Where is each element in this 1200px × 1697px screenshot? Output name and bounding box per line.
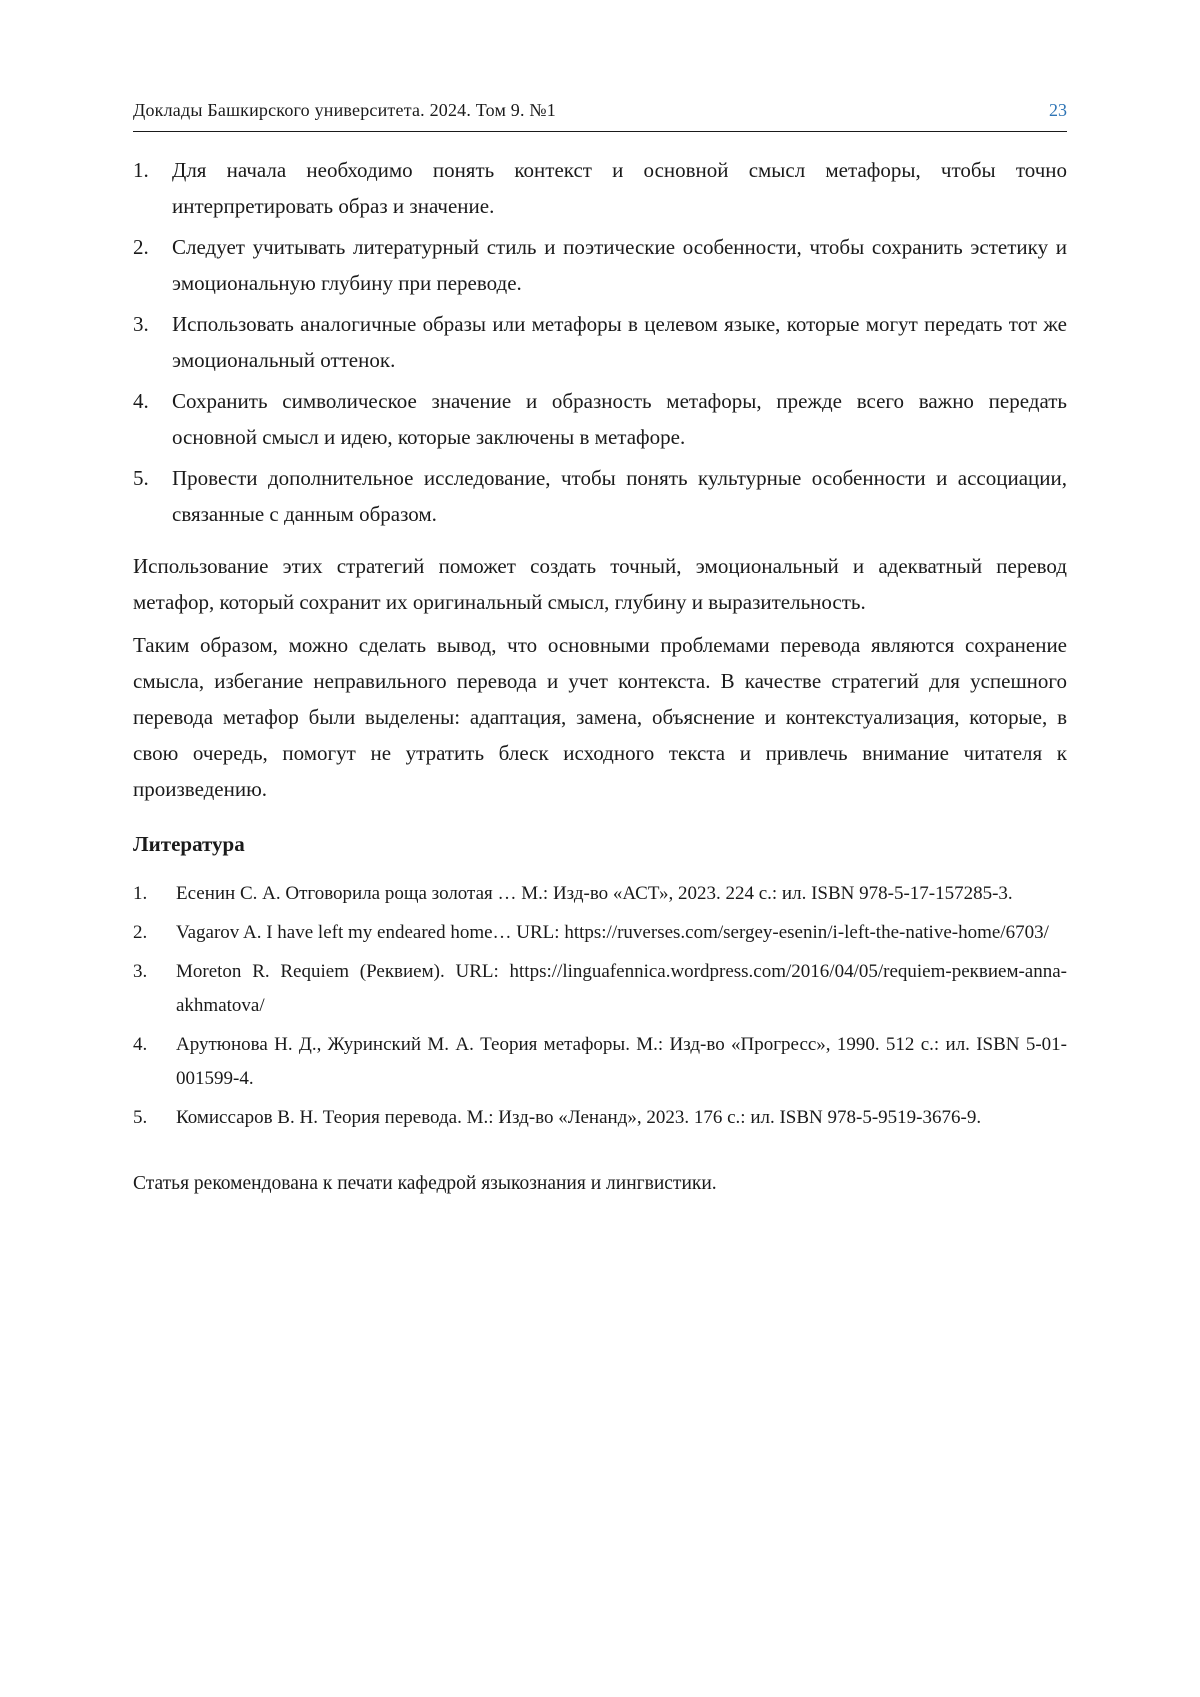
strategy-text-5: Провести дополнительное исследование, чтобы понять культурные особенности и ассоциации, связанные с данным образом.	[172, 466, 1067, 526]
page-number: 23	[1049, 100, 1067, 120]
strategy-text-2: Следует учитывать литературный стиль и поэтические особенности, чтобы сохранить эстетику и эмоциональную глубину при переводе.	[172, 235, 1067, 295]
reference-number-1: 1.	[133, 883, 148, 904]
references-heading: Литература	[133, 832, 245, 856]
reference-text-5: Комиссаров В. Н. Теория перевода. М.: Изд-во «Ленанд», 2023. 176 с.: ил. ISBN 978-5-9519-3676-9.	[176, 1107, 982, 1128]
journal-title: Доклады Башкирского университета. 2024. Том 9. №1	[133, 100, 556, 120]
strategy-text-4: Сохранить символическое значение и образность метафоры, прежде всего важно передать основной смысл и идею, которые заключены в метафоре.	[172, 389, 1067, 449]
page-header	[133, 98, 1067, 122]
strategy-text-1: Для начала необходимо понять контекст и основной смысл метафоры, чтобы точно интерпретировать образ и значение.	[172, 158, 1067, 218]
strategy-item-3	[133, 306, 1067, 378]
reference-item-1	[133, 877, 1067, 911]
strategy-item-1	[133, 152, 1067, 224]
reference-item-2	[133, 916, 1067, 950]
header-rule	[133, 131, 1067, 132]
conclusion-paragraph-2: Таким образом, можно сделать вывод, что основными проблемами перевода являются сохранение смысла, избегание неправильного перевода и учет контекста. В качестве стратегий для успешного перевода метафор были выделены: адаптация, замена, объяснение и контекстуализация, которые, в свою очередь, помогут не утратить блеск исходного текста и привлечь внимание читателя к произведению.	[133, 633, 1067, 801]
reference-item-4	[133, 1028, 1067, 1096]
strategy-number-2: 2.	[133, 235, 149, 259]
strategy-item-2	[133, 229, 1067, 301]
references-list	[133, 877, 1067, 1135]
strategy-number-3: 3.	[133, 312, 149, 336]
strategy-text-3: Использовать аналогичные образы или метафоры в целевом языке, которые могут передать тот же эмоциональный оттенок.	[172, 312, 1067, 372]
reference-text-1: Есенин С. А. Отговорила роща золотая … М.: Изд-во «АСТ», 2023. 224 с.: ил. ISBN 978-5-17-157285-3.	[176, 883, 1013, 904]
strategy-number-4: 4.	[133, 389, 149, 413]
strategy-number-1: 1.	[133, 158, 149, 182]
reference-text-2: Vagarov A. I have left my endeared home… URL: https://ruverses.com/sergey-esenin/i-left-the-native-home/6703/	[176, 922, 1049, 943]
reference-number-3: 3.	[133, 961, 148, 982]
reference-item-3	[133, 955, 1067, 1023]
strategies-list	[133, 152, 1067, 532]
reference-number-5: 5.	[133, 1107, 148, 1128]
strategy-number-5: 5.	[133, 466, 149, 490]
strategy-item-4	[133, 383, 1067, 455]
reference-number-4: 4.	[133, 1034, 148, 1055]
reference-number-2: 2.	[133, 922, 148, 943]
recommendation-note: Статья рекомендована к печати кафедрой языкознания и лингвистики.	[133, 1173, 717, 1194]
reference-item-5	[133, 1101, 1067, 1135]
strategy-item-5	[133, 460, 1067, 532]
reference-text-4: Арутюнова Н. Д., Журинский М. А. Теория метафоры. М.: Изд-во «Прогресс», 1990. 512 с.: ил. ISBN 5-01-001599-4.	[176, 1034, 1067, 1089]
reference-text-3: Moreton R. Requiem (Реквием). URL: https://linguafennica.wordpress.com/2016/04/05/requiem-реквием-anna-akhmatova/	[176, 961, 1067, 1016]
conclusion-paragraph-1: Использование этих стратегий поможет создать точный, эмоциональный и адекватный перевод метафор, который сохранит их оригинальный смысл, глубину и выразительность.	[133, 554, 1067, 614]
